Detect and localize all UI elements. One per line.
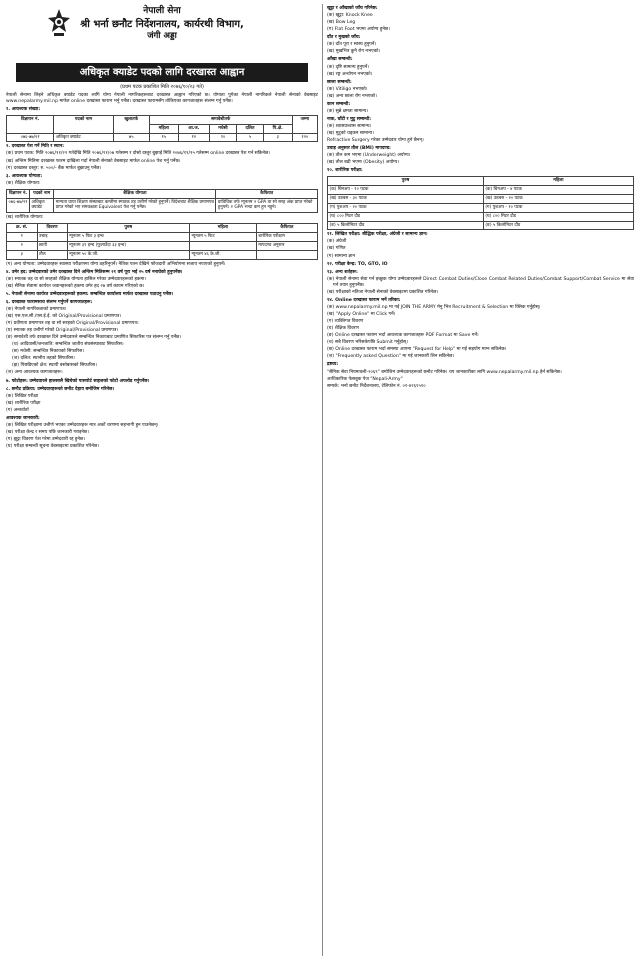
cell-no: ३ <box>7 250 38 259</box>
list-item: (ख) Bow Leg <box>327 20 356 26</box>
th-male: पुरुष <box>328 177 484 186</box>
th-open: खुलातर्फ <box>113 115 149 133</box>
paragraph: ४. उमेर हद: उम्मेदवारको उमेर दरखास्त दिने अन्तिम मितिसम्म २१ वर्ष पूरा भई २५ वर्ष ननाघेको हुनुपर्नेछ। <box>6 269 183 275</box>
publication-date: (प्रथम पटक प्रकाशित मिति २०७६/१०/२३ गते) <box>120 84 204 91</box>
paragraph: ११. लिखित परीक्षा: बौद्धिक परीक्षा, अंग्रेजी र सामान्य ज्ञान। <box>327 232 428 238</box>
list-item: (ग) दरखास्त दस्तुर: रु. ५००/- बैंक मार्फत बुझाउनु पर्नेछ। <box>6 165 102 171</box>
paragraph: छाला सम्बन्धी: <box>327 79 352 85</box>
list-item: (क) प्रथम पटक: मिति २०७६/११/२२ गतेदेखि मिति २०७६/११/०७ गतेसम्म र दोस्रो दस्तुर बुझाई मिति २०७६/११/१५ गतेसम्म online दरखास्त पेश गर्न सकिनेछ। <box>6 151 270 157</box>
intro-text: नेपाली सेनामा लिइने अधिकृत क्याडेट पदका लागि योग्य नेपाली नागरिकहरूबाट दरखास्त आह्वान गरिएको छ। योग्यता पुगेका नेपाली नागरिकले नेपाली सेनाको वेबसाइट www.nepalarmy.mil.np मार्फत online दरखास्त फाराम भर्नु पर्नेछ। दरखास्त फारामसँग तोकिएका कागजातहरू संलग्न गर्नु पर्नेछ। <box>6 92 318 104</box>
cell-post: अधिकृत क्याडेट <box>30 198 54 213</box>
paragraph: ५. नेपाली सेनामा कार्यरत उम्मेदवारहरूको हकमा: सम्बन्धित कार्यालय मार्फत दरखास्त पठाउनु पर्नेछ। <box>6 291 174 297</box>
table-row <box>328 203 634 212</box>
cell-ad-no: ०७६-७७/२१ <box>7 133 54 142</box>
list-item: (क) नेपाली नागरिकताको प्रमाणपत्र। <box>6 306 67 312</box>
qualification-table <box>6 189 318 213</box>
th-inclusive: समावेशीतर्फ <box>149 115 292 124</box>
paragraph: १४. Online दरखास्त फाराम भर्ने तरिका: <box>327 297 401 303</box>
paragraph: द्रष्टव्य: <box>327 362 339 368</box>
list-item: (क) खुट्टा: Knock Knee <box>327 13 373 19</box>
cell-female: न्यूनतम ५ फिट <box>189 233 256 242</box>
cell-dalit: ५ <box>237 133 264 142</box>
list-item: (ख) अन्तिम मितिमा दरखास्त फारम दाखिला गर्दा नेपाली सेनाको वेबसाइट मार्फत online पेश गर्नु पर्नेछ। <box>6 158 181 164</box>
cell-male: (ख) उठबस - ३० पटक <box>328 195 484 204</box>
table-row <box>328 195 634 204</box>
paragraph: १२. परीक्षा केन्द्र: TO, GTO, IO <box>327 261 388 267</box>
section-1-title: १. आवश्यक संख्या: <box>6 106 41 112</box>
paragraph: आधिकारिक फेसबुक पेज "Nepali-Army" <box>327 376 403 382</box>
cell-female: (ख) उठबस - २० पटक <box>483 195 633 204</box>
place-name: जंगी अड्डा <box>147 31 177 42</box>
list-item: (ज) "Frequently asked Question" मा गई जानकारी लिन सकिनेछ। <box>327 354 455 360</box>
cell-desc: उचाइ <box>37 233 67 242</box>
cell-female <box>189 241 256 250</box>
th-post: पदको नाम <box>54 115 114 133</box>
nepal-army-emblem-icon <box>46 8 72 38</box>
list-item: (ख) गणित <box>327 246 346 252</box>
cell-remark <box>256 250 317 259</box>
th-madhesi: मधेसी <box>209 124 237 133</box>
list-item: (ख) मुखभित्र कुनै रोग नभएको। <box>327 49 381 55</box>
cell-aj: १२ <box>178 133 209 142</box>
th-education: शैक्षिक योग्यता <box>54 189 216 198</box>
list-item: (क) तौल कम भएमा (Underweight) अयोग्य। <box>327 153 411 159</box>
list-item: (ख) एस.एल.सी./एस.ई.ई. को Original/Provisional प्रमाणपत्र। <box>6 313 122 319</box>
paragraph: १३. अन्य शर्तहरू: <box>327 269 358 275</box>
list-item: (छ) मधेसी: सम्बन्धित निकायको सिफारिस। <box>12 349 84 355</box>
cell-education: मान्यता प्राप्त शिक्षण संस्थाबाट कम्तीमा स्नातक तह उत्तीर्ण गरेको हुनुपर्ने। विदेशबाट शैक्षिक प्रमाणपत्र प्राप्त गरेको भए समकक्षता Equivalent पेश गर्नु पर्नेछ। <box>54 198 216 213</box>
cell-remark: शारीरिक परीक्षण <box>256 233 317 242</box>
paragraph: ८. छनौट प्रक्रिया: उम्मेदवारहरूको छनौट देहाय बमोजिम गरिनेछ। <box>6 386 115 392</box>
paragraph: आँखा सम्बन्धी: <box>327 57 353 63</box>
paragraph: Refractive Surgery गरेका उम्मेदवार योग्य हुने छैनन्। <box>327 138 424 144</box>
list-item: (ग) सामान्य ज्ञान <box>327 253 356 259</box>
list-item: (ख) तौल बढी भएमा (Obesity) अयोग्य। <box>327 160 399 166</box>
list-item: (घ) स्नातक तह उत्तीर्ण गरेको Original/Provisional प्रमाणपत्र। <box>6 328 119 334</box>
paragraph: ६. दरखास्त फारामसाथ संलग्न गर्नुपर्ने कागजातहरू: <box>6 299 93 305</box>
th-post: पदको नाम <box>30 189 54 198</box>
table-row <box>7 233 318 242</box>
paragraph: कान सम्बन्धी: <box>327 101 351 107</box>
list-item: (झ) पिछडिएको क्षेत्र: स्थायी बसोबासको सिफारिस। <box>12 363 97 369</box>
cell-male: (क) चिनअप - १० पटक <box>328 186 484 195</box>
cell-total: १२० <box>292 133 317 142</box>
list-item: (ग) व्यक्तिगत विवरण <box>327 319 364 325</box>
list-item: (क) लिखित परीक्षा <box>6 393 39 399</box>
table-row <box>328 186 634 195</box>
section-3-title: ३. आवश्यक योग्यता: <box>6 173 43 179</box>
section-3-sub2: (ख) शारीरिक योग्यता: <box>6 215 44 221</box>
paragraph: दाँत र मुखको जाँच: <box>327 35 361 41</box>
th-backward: पि.क्षे. <box>263 124 292 133</box>
list-item: (ज) दलित: स्थानीय तहको सिफारिस। <box>12 356 75 362</box>
th-male: पुरुष <box>67 224 189 233</box>
cell-female: (ग) पुशअप - १० पटक <box>483 203 633 212</box>
th-ad-no: विज्ञापन नं. <box>7 189 30 198</box>
cell-male: (ग) पुशअप - २० पटक <box>328 203 484 212</box>
vacancy-table <box>6 115 318 142</box>
paragraph: खुट्टा र आँखाको जाँच गरिनेछ: <box>327 6 378 11</box>
left-column <box>6 4 318 956</box>
list-item: (ञ) अन्य आवश्यक कागजातहरू। <box>6 370 63 376</box>
cell-male: (घ) ८०० मिटर दौड <box>328 212 484 221</box>
list-item: (घ) शैक्षिक विवरण <box>327 326 359 332</box>
list-item: (ख) मुटुको धड्कन सामान्य। <box>327 131 374 137</box>
list-item: (ख) शारीरिक परीक्षा <box>6 400 41 406</box>
th-remark: कैफियत <box>256 224 317 233</box>
cell-no: १ <box>7 233 38 242</box>
section-2-title: २. दरखास्त पेश गर्ने मिति र स्थान: <box>6 144 65 150</box>
paragraph: उचाइ अनुसार तौल (BMI) मापदण्ड: <box>327 146 391 152</box>
cell-no: २ <box>7 241 38 250</box>
list-item: (क) अंग्रेजी <box>327 239 347 245</box>
paragraph: (क) स्नातक तह वा सो सरहको शैक्षिक योग्यता हासिल गरेका उम्मेदवारहरूको हकमा। <box>6 276 147 282</box>
list-item: (छ) Online दरखास्त फाराम भर्दा समस्या आएमा "Request for Help" मा गई सहयोग माग्न सकिनेछ। <box>327 347 507 353</box>
paragraph: (ग) अन्य योग्यता: उम्मेदवारहरू स्वास्थ्य परीक्षणमा योग्य ठहरिनुपर्ने। नैतिक पतन देखिने फौजदारी अभियोगमा सजाय नपाएको हुनुपर्ने। <box>6 261 226 267</box>
th-desc: विवरण <box>37 224 67 233</box>
cell-backward: ३ <box>263 133 292 142</box>
paragraph: आवश्यक जानकारी: <box>6 415 40 421</box>
list-item: (ग) Flat Foot भएमा अयोग्य हुनेछ। <box>327 27 390 33</box>
list-item: (क) दृष्टि सामान्य हुनुपर्ने। <box>327 64 369 70</box>
cell-post: अधिकृत क्याडेट <box>54 133 114 142</box>
th-female: महिला <box>189 224 256 233</box>
cell-open: ७५ <box>113 133 149 142</box>
list-item: (ङ) Online दरखास्त फाराम भर्दा आवश्यक कागजातहरू PDF Format मा Save गर्ने। <box>327 333 479 339</box>
th-total: जम्मा <box>292 115 317 133</box>
paragraph: सम्पर्क: भर्ना छनौट निर्देशनालय, टेलिफोन नं. ०१-४२६९५१० <box>327 383 426 389</box>
cell-madhesi: १० <box>209 133 237 142</box>
list-item: (क) Vitiligo नभएको। <box>327 86 368 92</box>
section-3-sub: (क) शैक्षिक योग्यता: <box>6 180 41 186</box>
th-aj: आ.ज. <box>178 124 209 133</box>
list-item: (क) नेपाली सेनामा सेवा गर्न इच्छुक योग्य उम्मेदवारहरूले Direct Combat Duties/Close Combat Related Duties/Combat Support/Combat Service मा सेवा गर्न तयार हुनुपर्नेछ। <box>327 276 634 288</box>
cell-male: न्यूनतम ५ फिट ३ इन्च <box>67 233 189 242</box>
th-remark: कैफियत <box>216 189 318 198</box>
list-item: (घ) परीक्षा सम्बन्धी सूचना वेबसाइटमा प्रकाशित गरिनेछ। <box>6 444 99 450</box>
th-female: महिला <box>483 177 633 186</box>
cell-ad-no: ०७६-७७/२१ <box>7 198 30 213</box>
right-column <box>322 4 634 956</box>
cell-desc: तौल <box>37 250 67 259</box>
list-item: (ख) परीक्षा केन्द्र र समय पछि जानकारी गराइनेछ। <box>6 429 89 435</box>
table-row <box>7 241 318 250</box>
notice-banner: अधिकृत क्याडेट पदको लागि दरखास्त आह्वान <box>16 63 308 82</box>
list-item: (च) आदिवासी/जनजाति: सम्बन्धित जातीय संघसंस्थाबाट सिफारिस। <box>12 342 124 348</box>
list-item: (क) सुन्ने क्षमता सामान्य। <box>327 108 369 114</box>
cell-women: १५ <box>149 133 178 142</box>
paragraph: नाक, घाँटी र मुटु सम्बन्धी: <box>327 116 372 122</box>
department-name: श्री भर्ना छनौट निर्देशनालय, कार्यरथी विभाग, <box>80 18 244 30</box>
cell-female: न्यूनतम ४६ के.जी. <box>189 250 256 259</box>
paragraph: "सैनिक सेवा नियमावली-२०६९" बमोजिम उम्मेदवारहरूको छनौट गरिनेछ। थप जानकारीका लागि www.nepalarmy.mil.np हेर्न सकिनेछ। <box>327 369 562 375</box>
list-item: (ङ) समावेशी तर्फ दरखास्त दिने उम्मेदवारले सम्बन्धित निकायबाट प्रमाणित सिफारिस पत्र संलग्न गर्नु पर्नेछ। <box>6 335 181 341</box>
list-item: (ख) रङ्ग अन्धोपन नभएको। <box>327 71 373 77</box>
list-item: (ग) अन्तर्वार्ता <box>6 407 29 413</box>
list-item: (ग) प्रवीणता प्रमाणपत्र तह वा सो सरहको Original/Provisional प्रमाणपत्र। <box>6 321 139 327</box>
th-women: महिला <box>149 124 178 133</box>
cell-female: (ङ) ५ किलोमिटर दौड <box>483 221 633 230</box>
table-row <box>7 198 318 213</box>
section-10-title: १०. शारीरिक परीक्षा: <box>327 168 363 174</box>
list-item: (क) श्वासप्रश्वास सामान्य। <box>327 124 372 129</box>
table-row <box>7 133 318 142</box>
cell-female: (क) चिनअप - ४ पटक <box>483 186 633 195</box>
list-item: (ख) अन्य छाला रोग नभएको। <box>327 93 377 99</box>
cell-remark: प्राविधिक तर्फ न्यूनतम २ GPA वा सो सरह अंक प्राप्त गरेको हुनुपर्ने। २ GPA भन्दा कम हुन नहुने। <box>216 198 318 213</box>
paragraph: (ख) सैनिक सेवामा कार्यरत जवानहरूको हकमा उमेर हद २७ वर्ष कायम गरिएको छ। <box>6 283 145 289</box>
cell-male: (ङ) ५ किलोमिटर दौड <box>328 221 484 230</box>
th-dalit: दलित <box>237 124 264 133</box>
list-item: (ख) परीक्षाको नतिजा नेपाली सेनाको वेबसाइटमा प्रकाशित गरिनेछ। <box>327 289 439 295</box>
table-row <box>328 212 634 221</box>
table-row <box>7 250 318 259</box>
cell-female: (घ) ८०० मिटर दौड <box>483 212 633 221</box>
org-name: नेपाली सेना <box>143 6 181 16</box>
paragraph: ७. फोटोहरू: उम्मेदवारले हालसालै खिचेको पासपोर्ट साइजको फोटो अपलोड गर्नुपर्नेछ। <box>6 378 150 384</box>
list-item: (ख) "Apply Online" मा Click गर्ने। <box>327 312 396 317</box>
document-header <box>6 6 318 60</box>
th-no: क्र. सं. <box>7 224 38 233</box>
list-item: (ग) झुट्टा विवरण पेश गरेमा उम्मेदवारी रद्द हुनेछ। <box>6 437 85 443</box>
list-item: (क) www.nepalarmy.mil.np मा गई JOIN THE ARMY मेनु भित्र Recruitment & Selection मा क्लिक गर्नुहोस्। <box>327 304 541 310</box>
cell-male: न्यूनतम ३१ इन्च (फुलाउँदा ३३ इन्च) <box>67 241 189 250</box>
physical-table <box>6 223 318 259</box>
cell-desc: छाती <box>37 241 67 250</box>
table-row <box>328 221 634 230</box>
list-item: (क) दाँत पूरा र स्वस्थ हुनुपर्ने। <box>327 42 377 48</box>
list-item: (क) लिखित परीक्षामा उत्तीर्ण भएका उम्मेदवारहरू मात्र अर्को चरणमा सहभागी हुन पाउनेछन्। <box>6 422 159 428</box>
cell-male: न्यूनतम ५० के.जी. <box>67 250 189 259</box>
th-ad-no: विज्ञापन नं. <box>7 115 54 133</box>
cell-remark: मापदण्ड अनुसार <box>256 241 317 250</box>
physical-test-table <box>327 176 634 230</box>
list-item: (च) सबै विवरण भरिसकेपछि Submit गर्नुहोस्। <box>327 340 408 346</box>
